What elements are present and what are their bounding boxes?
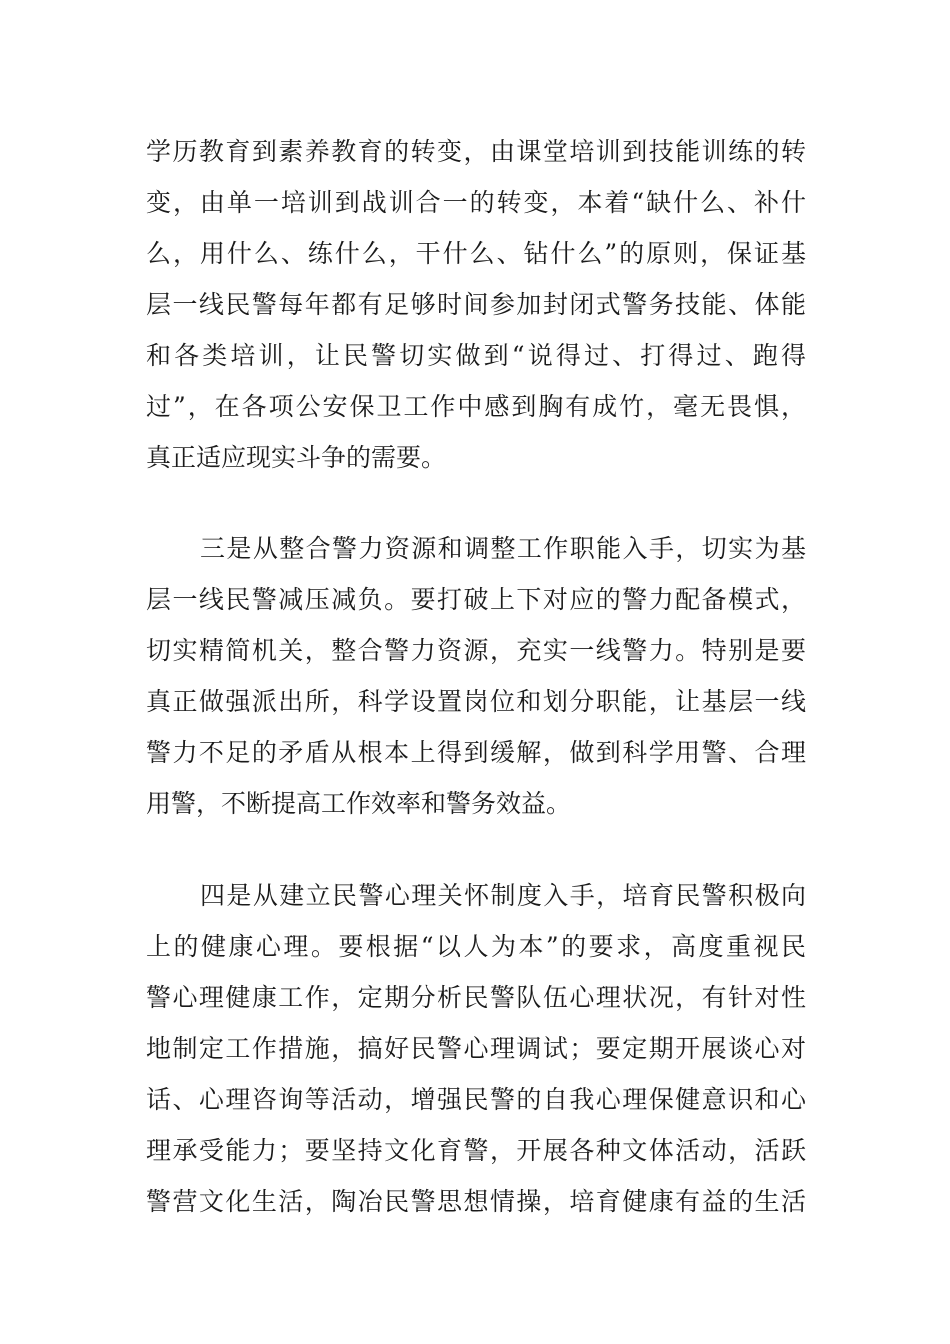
paragraph-3: [146, 870, 806, 1227]
text-line: 四是从建立民警心理关怀制度入手，培育民警积极向: [200, 881, 806, 910]
text-line: 切实精简机关，整合警力资源，充实一线警力。特别是要: [146, 636, 806, 665]
text-line: 真正做强派出所，科学设置岗位和划分职能，让基层一线: [146, 687, 806, 716]
text-line: 三是从整合警力资源和调整工作职能入手，切实为基: [200, 534, 806, 563]
text-line: 真正适应现实斗争的需要。: [146, 443, 447, 472]
text-line: 用警，不断提高工作效率和警务效益。: [146, 789, 572, 818]
text-line: 层一线民警减压减负。要打破上下对应的警力配备模式，: [146, 585, 806, 614]
text-line: 过”，在各项公安保卫工作中感到胸有成竹，毫无畏惧，: [146, 392, 806, 421]
paragraph-1: [146, 126, 806, 483]
text-line: 变，由单一培训到战训合一的转变，本着“缺什么、补什: [146, 188, 806, 217]
text-line: 学历教育到素养教育的转变，由课堂培训到技能训练的转: [146, 137, 806, 166]
text-line: 上的健康心理。要根据“以人为本”的要求，高度重视民: [146, 932, 806, 961]
text-line: 地制定工作措施，搞好民警心理调试；要定期开展谈心对: [146, 1034, 806, 1063]
text-line: 理承受能力；要坚持文化育警，开展各种文体活动，活跃: [146, 1136, 806, 1165]
text-line: 警心理健康工作，定期分析民警队伍心理状况，有针对性: [146, 983, 806, 1012]
text-line: 警营文化生活，陶冶民警思想情操，培育健康有益的生活: [146, 1187, 806, 1216]
text-line: 层一线民警每年都有足够时间参加封闭式警务技能、体能: [146, 290, 806, 319]
text-line: 和各类培训，让民警切实做到“说得过、打得过、跑得: [146, 341, 806, 370]
text-line: 么，用什么、练什么，干什么、钻什么”的原则，保证基: [146, 239, 806, 268]
paragraph-2: [146, 523, 806, 829]
text-line: 话、心理咨询等活动，增强民警的自我心理保健意识和心: [146, 1085, 806, 1114]
text-line: 警力不足的矛盾从根本上得到缓解，做到科学用警、合理: [146, 738, 806, 767]
